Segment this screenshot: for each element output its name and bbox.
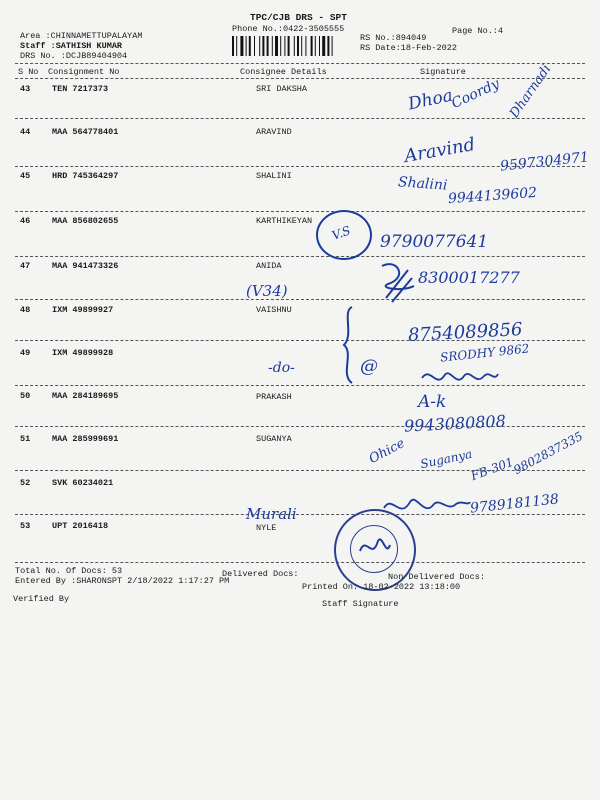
col-consignment: Consignment No [48, 67, 120, 77]
row-consignee: ARAVIND [256, 127, 292, 137]
handwritten-signature: Dharnadi [506, 62, 555, 121]
handwritten-phone: 9789181138 [469, 491, 560, 517]
handwritten-signature-scribble [378, 258, 418, 306]
row-consignee: ANIDA [256, 261, 282, 271]
row-consignee: PRAKASH [256, 392, 292, 402]
row-sno: 52 [20, 478, 31, 488]
row-consignment: MAA 284189695 [52, 391, 119, 401]
row-consignment: IXM 49899927 [52, 305, 114, 315]
delivered-docs: Delivered Docs: [222, 569, 299, 579]
page-number: Page No.:4 [452, 26, 504, 36]
row-consignee: NYLE [256, 523, 277, 533]
handwritten-phone: 8754089856 [407, 319, 524, 346]
row-consignment: TEN 7217373 [52, 84, 109, 94]
handwritten-name: SRODHY 9862 [439, 341, 530, 365]
barcode-bar [297, 36, 299, 56]
handwritten-phone: 9802837335 [511, 428, 586, 478]
handwritten-phone: 9597304971 [499, 149, 590, 175]
handwritten-note: (V34) [246, 282, 288, 300]
barcode-bar [240, 36, 243, 56]
barcode-bar [294, 36, 295, 56]
row-sno: 51 [20, 434, 31, 444]
row-consignment: SVK 60234021 [52, 478, 114, 488]
handwritten-signature: Aravind [402, 133, 477, 168]
row-consignee: VAISHNU [256, 305, 292, 315]
handwritten-signature-scribble [420, 364, 500, 390]
row-sno: 49 [20, 348, 31, 358]
bracket-mark [338, 305, 358, 385]
handwritten-mark: @ [360, 356, 378, 377]
rs-number: RS No.:894049 [360, 33, 427, 43]
row-sno: 43 [20, 84, 31, 94]
handwritten-mark: V.S [330, 223, 353, 243]
handwritten-signature: Coordy [449, 75, 503, 113]
col-sno: S No [18, 67, 39, 77]
handwritten-phone: 9790077641 [380, 232, 489, 252]
barcode-bar [275, 36, 278, 56]
phone-number: Phone No.:0422-3505555 [232, 24, 345, 34]
page-title: TPC/CJB DRS - SPT [250, 12, 347, 23]
row-consignee: SUGANYA [256, 434, 292, 444]
rs-date: RS Date:18-Feb-2022 [360, 43, 457, 53]
total-docs: Total No. Of Docs: 53 [15, 566, 123, 576]
barcode-bar [315, 36, 316, 56]
barcode-bar [272, 36, 273, 56]
row-consignment: MAA 856802655 [52, 216, 119, 226]
barcode-bar [311, 36, 313, 56]
barcode-bar [327, 36, 329, 56]
row-sno: 50 [20, 391, 31, 401]
handwritten-ditto: -do- [268, 360, 295, 376]
entered-by: Entered By :SHARONSPT 2/18/2022 1:17:27 PM [15, 576, 230, 586]
barcode-bar [246, 36, 247, 56]
handwritten-phone: 9944139602 [447, 184, 538, 208]
row-consignee: SHALINI [256, 171, 292, 181]
row-sno: 45 [20, 171, 31, 181]
handwritten-phone: 9943080808 [403, 411, 507, 436]
barcode-bar [259, 36, 260, 56]
barcode-bar [280, 36, 281, 56]
barcode-bar [254, 36, 255, 56]
handwritten-note: Ohice [366, 435, 408, 468]
handwritten-phone: 8300017277 [418, 268, 520, 287]
col-signature: Signature [420, 67, 466, 77]
barcode-bar [305, 36, 306, 56]
handwritten-signature: Shalini [397, 174, 448, 194]
handwritten-signature: A-k [418, 392, 447, 412]
row-sno: 44 [20, 127, 31, 137]
handwritten-name: Murali [246, 505, 297, 523]
barcode-graphic [232, 36, 355, 56]
row-sno: 53 [20, 521, 31, 531]
row-consignment: IXM 49899928 [52, 348, 114, 358]
barcode-bar [249, 36, 251, 56]
verified-by: Verified By [13, 594, 70, 604]
row-consignment: UPT 2016418 [52, 521, 109, 531]
barcode-bar [232, 36, 234, 56]
row-consignment: MAA 941473326 [52, 261, 119, 271]
row-consignment: HRD 745364297 [52, 171, 119, 181]
barcode-bar [262, 36, 264, 56]
handwritten-signature: Suganya [419, 446, 474, 472]
barcode-bar [267, 36, 269, 56]
barcode-bar [332, 36, 333, 56]
col-consignee: Consignee Details [240, 67, 327, 77]
staff-field: Staff :SATHISH KUMAR [20, 41, 123, 51]
barcode-bar [322, 36, 325, 56]
area-field: Area :CHINNAMETTUPALAYAM [20, 31, 143, 41]
row-consignee: KARTHIKEYAN [256, 216, 313, 226]
drs-number: DRS No. :DCJB89404904 [20, 51, 128, 61]
printed-on: Printed On: 18-02-2022 13:18:00 [302, 582, 461, 592]
handwritten-note: FB-301 [468, 454, 516, 484]
row-consignee: SRI DAKSHA [256, 84, 308, 94]
barcode-bar [288, 36, 290, 56]
barcode-bar [236, 36, 237, 56]
row-sno: 47 [20, 261, 31, 271]
row-consignment: MAA 564778401 [52, 127, 119, 137]
row-consignment: MAA 285999691 [52, 434, 119, 444]
row-sno: 48 [20, 305, 31, 315]
staff-signature: Staff Signature [322, 599, 399, 609]
non-delivered-docs: Non Delivered Docs: [388, 572, 485, 582]
barcode-bar [284, 36, 285, 56]
row-sno: 46 [20, 216, 31, 226]
barcode-bar [301, 36, 302, 56]
barcode-bar [319, 36, 320, 56]
handwritten-signature: Dhoa [406, 85, 455, 115]
